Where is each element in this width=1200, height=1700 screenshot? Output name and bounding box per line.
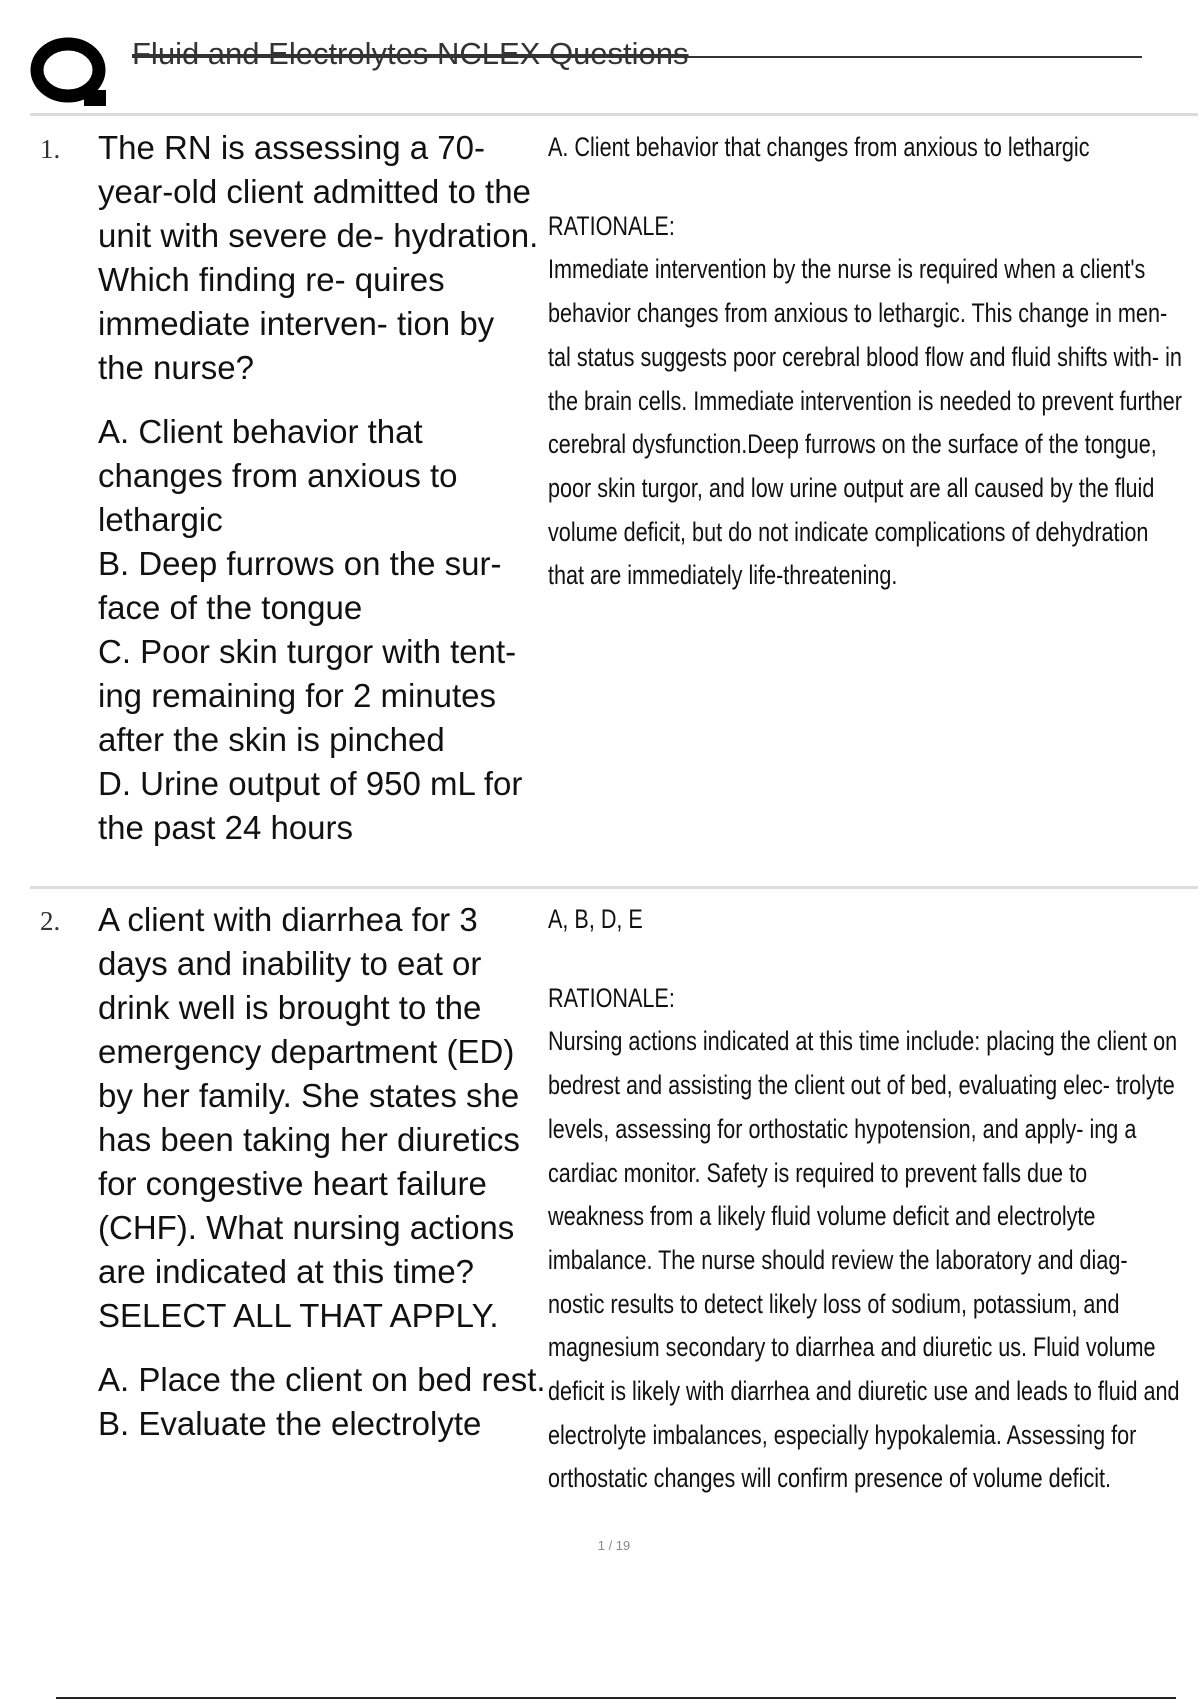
page-header <box>0 0 1200 120</box>
question-stem: A client with diarrhea for 3 days and inability to eat or drink well is brought to the emergency department (ED) by her family. She states she has been taking her diuretics for congestive heart failure (CHF). What nursing actions are indicated at this time? SELECT ALL THAT APPLY. <box>98 901 520 1334</box>
question-stem: The RN is assessing a 70- year-old client admitted to the unit with severe de- hydration. Which finding re- quires immediate interven- tion by the nurse? <box>98 129 539 386</box>
option-c: C. Poor skin turgor with tent- ing remaining for 2 minutes after the skin is pinched <box>98 633 517 758</box>
document-title: Fluid and Electrolytes NCLEX Questions <box>132 36 689 71</box>
option-a: A. Client behavior that changes from anxious to lethargic <box>98 413 458 538</box>
question-block <box>98 126 548 850</box>
answer-text: A. Client behavior that changes from anxious to lethargic <box>548 132 1090 162</box>
answer-block <box>548 898 1188 1501</box>
section-divider <box>30 886 1198 889</box>
answer-block <box>548 126 1188 598</box>
question-block <box>98 898 548 1446</box>
rationale-label: RATIONALE: <box>548 210 675 241</box>
answer-text: A, B, D, E <box>548 904 643 934</box>
page-number: 1 / 19 <box>597 1538 631 1553</box>
q-logo-icon <box>28 32 110 112</box>
option-a: A. Place the client on bed rest. <box>98 1361 546 1398</box>
option-b: B. Deep furrows on the sur- face of the tongue <box>98 545 502 626</box>
question-number: 2. <box>40 906 61 936</box>
footer-rule <box>56 1697 1176 1699</box>
rationale-label: RATIONALE: <box>548 982 675 1013</box>
option-b: B. Evaluate the electrolyte <box>98 1405 482 1442</box>
option-d: D. Urine output of 950 mL for the past 24 hours <box>98 765 523 846</box>
rationale-text: Nursing actions indicated at this time include: placing the client on bedrest and assisting the client out of bed, evaluating elec- trolyte levels, assessing for orthostatic hypotension, and apply- ing a cardiac monitor. Safety is required to prevent falls due to weakness from a likely fluid volume deficit and electrolyte imbalance. The nurse should review the laboratory and diag- nostic results to detect likely loss of sodium, potassium, and magnesium secondary to diarrhea and diuretic us. Fluid volume deficit is likely with diarrhea and diuretic use and leads to fluid and electrolyte imbalances, especially hypokalemia. Assessing for orthostatic changes will confirm presence of volume deficit. <box>548 1026 1180 1494</box>
rationale-text: Immediate intervention by the nurse is required when a client's behavior changes from anxious to lethargic. This change in men- tal status suggests poor cerebral blood flow and fluid shifts with- in the brain cells. Immediate intervention is needed to prevent further cerebral dysfunction.Deep furrows on the surface of the tongue, poor skin turgor, and low urine output are all caused by the fluid volume deficit, but do not indicate complications of dehydration that are immediately life-threatening. <box>548 254 1182 591</box>
section-divider <box>30 113 1198 116</box>
question-number: 1. <box>40 134 61 164</box>
